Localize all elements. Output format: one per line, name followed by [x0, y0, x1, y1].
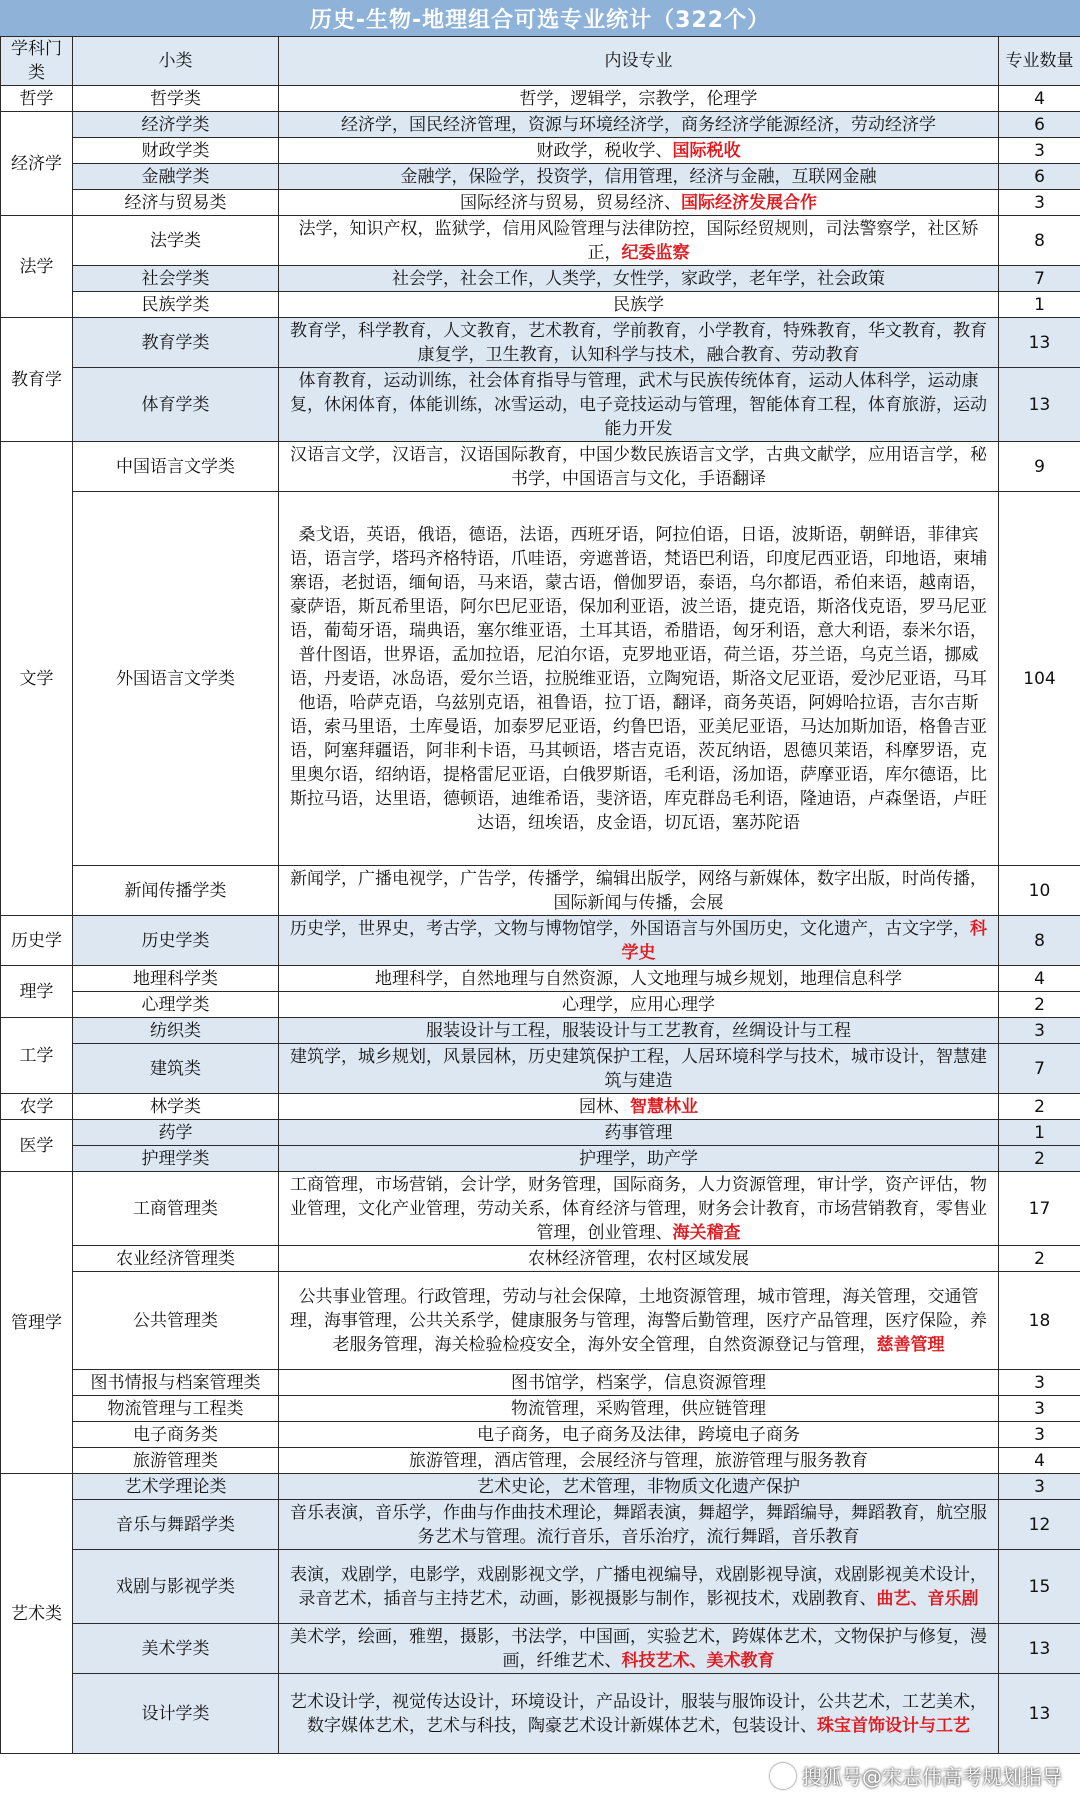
- majors-cell: [279, 1044, 999, 1094]
- count-cell: 7: [999, 266, 1080, 292]
- table-row: [1, 966, 1080, 992]
- count-cell: 2: [999, 1094, 1080, 1120]
- majors-cell: [279, 86, 999, 112]
- major-text: 历史学，世界史，考古学，文物与博物馆学，外国语言与外国历史，文化遗产，古文字学，: [290, 918, 970, 939]
- subcategory-cell: 护理学类: [73, 1146, 279, 1172]
- major-text: 新闻学，广播电视学，广告学，传播学，编辑出版学，网络与新媒体，数字出版，时尚传播，国际新闻与传播，会展: [290, 868, 987, 913]
- major-text: 音乐表演，音乐学，作曲与作曲技术理论，舞蹈表演，舞超学，舞蹈编导，舞蹈教育，航空服务艺术与管理。流行音乐，音乐治疗，流行舞蹈，音乐教育: [290, 1502, 987, 1547]
- majors-cell: [279, 1624, 999, 1674]
- majors-cell: [279, 318, 999, 368]
- subcategory-cell: 药学: [73, 1120, 279, 1146]
- table-row: [1, 1018, 1080, 1044]
- majors-cell: [279, 1674, 999, 1754]
- majors-cell: [279, 916, 999, 966]
- major-text: 教育学，科学教育，人文教育，艺术教育，学前教育，小学教育，特殊教育，华文教育，教育康复学，卫生教育，认知科学与技术，融合教育、劳动教育: [290, 320, 987, 365]
- table-body: [1, 86, 1080, 1754]
- major-text: 体育教育，运动训练，社会体育指导与管理，武术与民族传统体育，运动人体科学，运动康复，休闲体育，体能训练，冰雪运动，电子竞技运动与管理，智能体育工程，体育旅游，运动能力开发: [290, 370, 987, 439]
- majors-cell: [279, 1500, 999, 1550]
- majors-cell: [279, 164, 999, 190]
- majors-cell: [279, 1272, 999, 1370]
- majors-table: [0, 36, 1080, 1754]
- subcategory-cell: 旅游管理类: [73, 1448, 279, 1474]
- majors-cell: [279, 190, 999, 216]
- table-row: [1, 86, 1080, 112]
- table-row: [1, 1146, 1080, 1172]
- category-cell: 农学: [1, 1094, 73, 1120]
- highlighted-major: 纪委监察: [621, 242, 690, 263]
- count-cell: 13: [999, 1624, 1080, 1674]
- majors-cell: [279, 138, 999, 164]
- count-cell: 6: [999, 164, 1080, 190]
- major-text: 表演，戏剧学，电影学，戏剧影视文学，广播电视编导，戏剧影视导演，戏剧影视美术设计，录音艺术，插音与主持艺术，动画，影视摄影与制作，影视技术，戏剧教育、: [290, 1564, 987, 1609]
- subcategory-cell: 中国语言文学类: [73, 442, 279, 492]
- count-cell: 4: [999, 1448, 1080, 1474]
- subcategory-cell: 地理科学类: [73, 966, 279, 992]
- count-cell: 10: [999, 866, 1080, 916]
- majors-cell: [279, 992, 999, 1018]
- watermark: [770, 1761, 1062, 1790]
- table-row: [1, 992, 1080, 1018]
- highlighted-major: 国际税收: [672, 140, 741, 161]
- major-text: 公共事业管理。行政管理，劳动与社会保障，土地资源管理，城市管理，海关管理，交通管理，海事管理，公共关系学，健康服务与管理，海警后勤管理，医疗产品管理，医疗保险，养老服务管理，海关检验检疫安全，海外安全管理，自然资源登记与管理，: [290, 1286, 987, 1355]
- majors-cell: [279, 266, 999, 292]
- table-row: [1, 190, 1080, 216]
- subcategory-cell: 林学类: [73, 1094, 279, 1120]
- count-cell: 8: [999, 216, 1080, 266]
- table-row: [1, 1674, 1080, 1754]
- majors-cell: [279, 492, 999, 866]
- subcategory-cell: 民族学类: [73, 292, 279, 318]
- category-cell: 文学: [1, 442, 73, 916]
- majors-cell: [279, 1094, 999, 1120]
- header-subcategory: 小类: [73, 37, 279, 86]
- major-text: 工商管理，市场营销，会计学，财务管理，国际商务，人力资源管理，审计学，资产评估，物业管理，文化产业管理，劳动关系，体育经济与管理，财务会计教育，市场营销教育，零售业管理，创业管理、: [290, 1174, 987, 1243]
- table-row: [1, 866, 1080, 916]
- subcategory-cell: 心理学类: [73, 992, 279, 1018]
- major-text: 园林、: [579, 1096, 630, 1117]
- count-cell: 13: [999, 318, 1080, 368]
- highlighted-major: 科学史: [621, 918, 987, 963]
- majors-cell: [279, 1422, 999, 1448]
- table-title: 历史-生物-地理组合可选专业统计（322个）: [0, 0, 1080, 36]
- majors-cell: [279, 1246, 999, 1272]
- count-cell: 104: [999, 492, 1080, 866]
- major-text: 药事管理: [604, 1122, 673, 1143]
- category-cell: 哲学: [1, 86, 73, 112]
- count-cell: 18: [999, 1272, 1080, 1370]
- subcategory-cell: 美术学类: [73, 1624, 279, 1674]
- table-row: [1, 1172, 1080, 1246]
- subcategory-cell: 新闻传播学类: [73, 866, 279, 916]
- header-category: 学科门类: [1, 37, 73, 86]
- subcategory-cell: 社会学类: [73, 266, 279, 292]
- count-cell: 7: [999, 1044, 1080, 1094]
- count-cell: 13: [999, 368, 1080, 442]
- subcategory-cell: 经济学类: [73, 112, 279, 138]
- majors-cell: [279, 1474, 999, 1500]
- major-text: 心理学，应用心理学: [562, 994, 715, 1015]
- table-row: [1, 1120, 1080, 1146]
- major-text: 服装设计与工程，服装设计与工艺教育，丝绸设计与工程: [426, 1020, 851, 1041]
- subcategory-cell: 经济与贸易类: [73, 190, 279, 216]
- count-cell: 6: [999, 112, 1080, 138]
- watermark-text: 搜狐号@宋志伟高考规划指导: [802, 1765, 1062, 1789]
- majors-cell: [279, 1120, 999, 1146]
- table-row: [1, 138, 1080, 164]
- count-cell: 1: [999, 292, 1080, 318]
- subcategory-cell: 设计学类: [73, 1674, 279, 1754]
- highlighted-major: 科技艺术、美术教育: [621, 1650, 775, 1671]
- header-majors: 内设专业: [279, 37, 999, 86]
- subcategory-cell: 法学类: [73, 216, 279, 266]
- table-row: [1, 112, 1080, 138]
- table-row: [1, 492, 1080, 866]
- table-row: [1, 1370, 1080, 1396]
- table-row: [1, 1474, 1080, 1500]
- count-cell: 2: [999, 992, 1080, 1018]
- major-text: 哲学，逻辑学，宗教学，伦理学: [519, 88, 758, 109]
- subcategory-cell: 教育学类: [73, 318, 279, 368]
- table-row: [1, 1550, 1080, 1624]
- majors-cell: [279, 442, 999, 492]
- subcategory-cell: 图书情报与档案管理类: [73, 1370, 279, 1396]
- count-cell: 9: [999, 442, 1080, 492]
- table-row: [1, 1500, 1080, 1550]
- category-cell: 工学: [1, 1018, 73, 1094]
- table-row: [1, 164, 1080, 190]
- majors-cell: [279, 1146, 999, 1172]
- major-text: 社会学，社会工作，人类学，女性学，家政学，老年学，社会政策: [392, 268, 885, 289]
- majors-cell: [279, 866, 999, 916]
- table-row: [1, 216, 1080, 266]
- majors-cell: [279, 368, 999, 442]
- majors-cell: [279, 216, 999, 266]
- table-row: [1, 1448, 1080, 1474]
- subcategory-cell: 电子商务类: [73, 1422, 279, 1448]
- count-cell: 15: [999, 1550, 1080, 1624]
- highlighted-major: 海关稽查: [672, 1222, 741, 1243]
- table-row: [1, 368, 1080, 442]
- highlighted-major: 智慧林业: [630, 1096, 698, 1117]
- count-cell: 2: [999, 1146, 1080, 1172]
- major-text: 物流管理，采购管理，供应链管理: [511, 1398, 766, 1419]
- major-text: 经济学，国民经济管理，资源与环境经济学，商务经济学能源经济，劳动经济学: [341, 114, 936, 135]
- category-cell: 艺术类: [1, 1474, 73, 1754]
- count-cell: 17: [999, 1172, 1080, 1246]
- major-text: 汉语言文学，汉语言，汉语国际教育，中国少数民族语言文学，古典文献学，应用语言学，秘书学，中国语言与文化，手语翻译: [290, 444, 987, 489]
- major-text: 图书馆学，档案学，信息资源管理: [511, 1372, 766, 1393]
- subcategory-cell: 农业经济管理类: [73, 1246, 279, 1272]
- count-cell: 8: [999, 916, 1080, 966]
- major-text: 国际经济与贸易，贸易经济、: [460, 192, 681, 213]
- highlighted-major: 国际经济发展合作: [681, 192, 817, 213]
- count-cell: 2: [999, 1246, 1080, 1272]
- major-text: 金融学，保险学，投资学，信用管理，经济与金融，互联网金融: [400, 166, 877, 187]
- highlighted-major: 慈善管理: [876, 1334, 945, 1355]
- table-row: [1, 266, 1080, 292]
- count-cell: 4: [999, 86, 1080, 112]
- majors-cell: [279, 1370, 999, 1396]
- category-cell: 管理学: [1, 1172, 73, 1474]
- table-row: [1, 1272, 1080, 1370]
- majors-cell: [279, 966, 999, 992]
- table-row: [1, 318, 1080, 368]
- subcategory-cell: 建筑类: [73, 1044, 279, 1094]
- subcategory-cell: 财政学类: [73, 138, 279, 164]
- category-cell: 教育学: [1, 318, 73, 442]
- major-text: 财政学，税收学、: [536, 140, 673, 161]
- subcategory-cell: 戏剧与影视学类: [73, 1550, 279, 1624]
- header-count: 专业数量: [999, 37, 1080, 86]
- subcategory-cell: 艺术学理论类: [73, 1474, 279, 1500]
- major-text: 艺术史论，艺术管理，非物质文化遗产保护: [477, 1476, 800, 1497]
- major-text: 法学，知识产权，监狱学，信用风险管理与法律防控，国际经贸规则，司法警察学，社区矫正，: [298, 218, 979, 263]
- table-row: [1, 292, 1080, 318]
- major-text: 电子商务，电子商务及法律，跨境电子商务: [477, 1424, 800, 1445]
- count-cell: 3: [999, 138, 1080, 164]
- subcategory-cell: 物流管理与工程类: [73, 1396, 279, 1422]
- table-row: [1, 1624, 1080, 1674]
- count-cell: 1: [999, 1120, 1080, 1146]
- subcategory-cell: 纺织类: [73, 1018, 279, 1044]
- major-text: 旅游管理，酒店管理，会展经济与管理，旅游管理与服务教育: [409, 1450, 868, 1471]
- subcategory-cell: 音乐与舞蹈学类: [73, 1500, 279, 1550]
- table-row: [1, 1044, 1080, 1094]
- count-cell: 12: [999, 1500, 1080, 1550]
- table-row: [1, 1396, 1080, 1422]
- major-text: 艺术设计学，视觉传达设计，环境设计，产品设计，服装与服饰设计，公共艺术，工艺美术，数字媒体艺术，艺术与科技，陶豪艺术设计新媒体艺术，包装设计、: [290, 1691, 987, 1736]
- subcategory-cell: 体育学类: [73, 368, 279, 442]
- count-cell: 3: [999, 1370, 1080, 1396]
- major-text: 民族学: [613, 294, 664, 315]
- major-text: 桑戈语，英语，俄语，德语，法语，西班牙语，阿拉伯语，日语，波斯语，朝鲜语，菲律宾语，语言学，塔玛齐格特语，爪哇语，旁遮普语，梵语巴利语，印度尼西亚语，印地语，柬埔寨语，老挝语，缅甸语，马来语，蒙古语，僧伽罗语，泰语，乌尔都语，希伯来语，越南语，豪萨语，斯瓦希里语，阿尔巴尼亚语，保加利亚语，波兰语，捷克语，斯洛伐克语，罗马尼亚语，葡萄牙语，瑞典语，塞尔维亚语，土耳其语，希腊语，匈牙利语，意大利语，泰米尔语，普什图语，世界语，孟加拉语，尼泊尔语，克罗地亚语，荷兰语，芬兰语，乌克兰语，挪威语，丹麦语，冰岛语，爱尔兰语，拉脱维亚语，立陶宛语，斯洛文尼亚语，爱沙尼亚语，马耳他语，哈萨克语，乌兹别克语，祖鲁语，拉丁语，翻译，商务英语，阿姆哈拉语，吉尔吉斯语，索马里语，土库曼语，加泰罗尼亚语，约鲁巴语，亚美尼亚语，马达加斯加语，格鲁吉亚语，阿塞拜疆语，阿非利卡语，马其顿语，塔吉克语，茨瓦纳语，恩德贝莱语，科摩罗语，克里奥尔语，绍纳语，提格雷尼亚语，白俄罗斯语，毛利语，汤加语，萨摩亚语，库尔德语，比斯拉马语，达里语，德顿语，迪维希语，斐济语，库克群岛毛利语，隆迪语，卢森堡语，卢旺达语，纽埃语，皮金语，切瓦语，塞苏陀语: [290, 524, 987, 833]
- count-cell: 3: [999, 1474, 1080, 1500]
- major-text: 农林经济管理，农村区域发展: [528, 1248, 749, 1269]
- table-row: [1, 916, 1080, 966]
- count-cell: 3: [999, 1422, 1080, 1448]
- table-row: [1, 1094, 1080, 1120]
- count-cell: 3: [999, 1018, 1080, 1044]
- subcategory-cell: 哲学类: [73, 86, 279, 112]
- table-row: [1, 1246, 1080, 1272]
- major-text: 护理学，助产学: [579, 1148, 698, 1169]
- majors-cell: [279, 112, 999, 138]
- highlighted-major: 珠宝首饰设计与工艺: [817, 1715, 970, 1736]
- majors-cell: [279, 1448, 999, 1474]
- subcategory-cell: 公共管理类: [73, 1272, 279, 1370]
- category-cell: 医学: [1, 1120, 73, 1172]
- category-cell: 法学: [1, 216, 73, 318]
- category-cell: 经济学: [1, 112, 73, 216]
- highlighted-major: 曲艺、音乐剧: [876, 1588, 979, 1609]
- count-cell: 3: [999, 190, 1080, 216]
- subcategory-cell: 历史学类: [73, 916, 279, 966]
- subcategory-cell: 工商管理类: [73, 1172, 279, 1246]
- major-text: 地理科学，自然地理与自然资源，人文地理与城乡规划，地理信息科学: [375, 968, 902, 989]
- major-text: 建筑学，城乡规划，风景园林，历史建筑保护工程，人居环境科学与技术，城市设计，智慧建筑与建造: [290, 1046, 987, 1091]
- category-cell: 理学: [1, 966, 73, 1018]
- major-text: 美术学，绘画，雅塑，摄影，书法学，中国画，实验艺术，跨媒体艺术，文物保护与修复，漫画，纤维艺术、: [290, 1626, 987, 1671]
- category-cell: 历史学: [1, 916, 73, 966]
- subcategory-cell: 外国语言文学类: [73, 492, 279, 866]
- count-cell: 4: [999, 966, 1080, 992]
- header-row: [1, 37, 1080, 86]
- count-cell: 3: [999, 1396, 1080, 1422]
- majors-cell: [279, 1172, 999, 1246]
- majors-cell: [279, 1018, 999, 1044]
- watermark-logo-icon: [770, 1763, 796, 1789]
- subcategory-cell: 金融学类: [73, 164, 279, 190]
- table-row: [1, 442, 1080, 492]
- majors-cell: [279, 1550, 999, 1624]
- table-row: [1, 1422, 1080, 1448]
- count-cell: 13: [999, 1674, 1080, 1754]
- majors-cell: [279, 1396, 999, 1422]
- majors-cell: [279, 292, 999, 318]
